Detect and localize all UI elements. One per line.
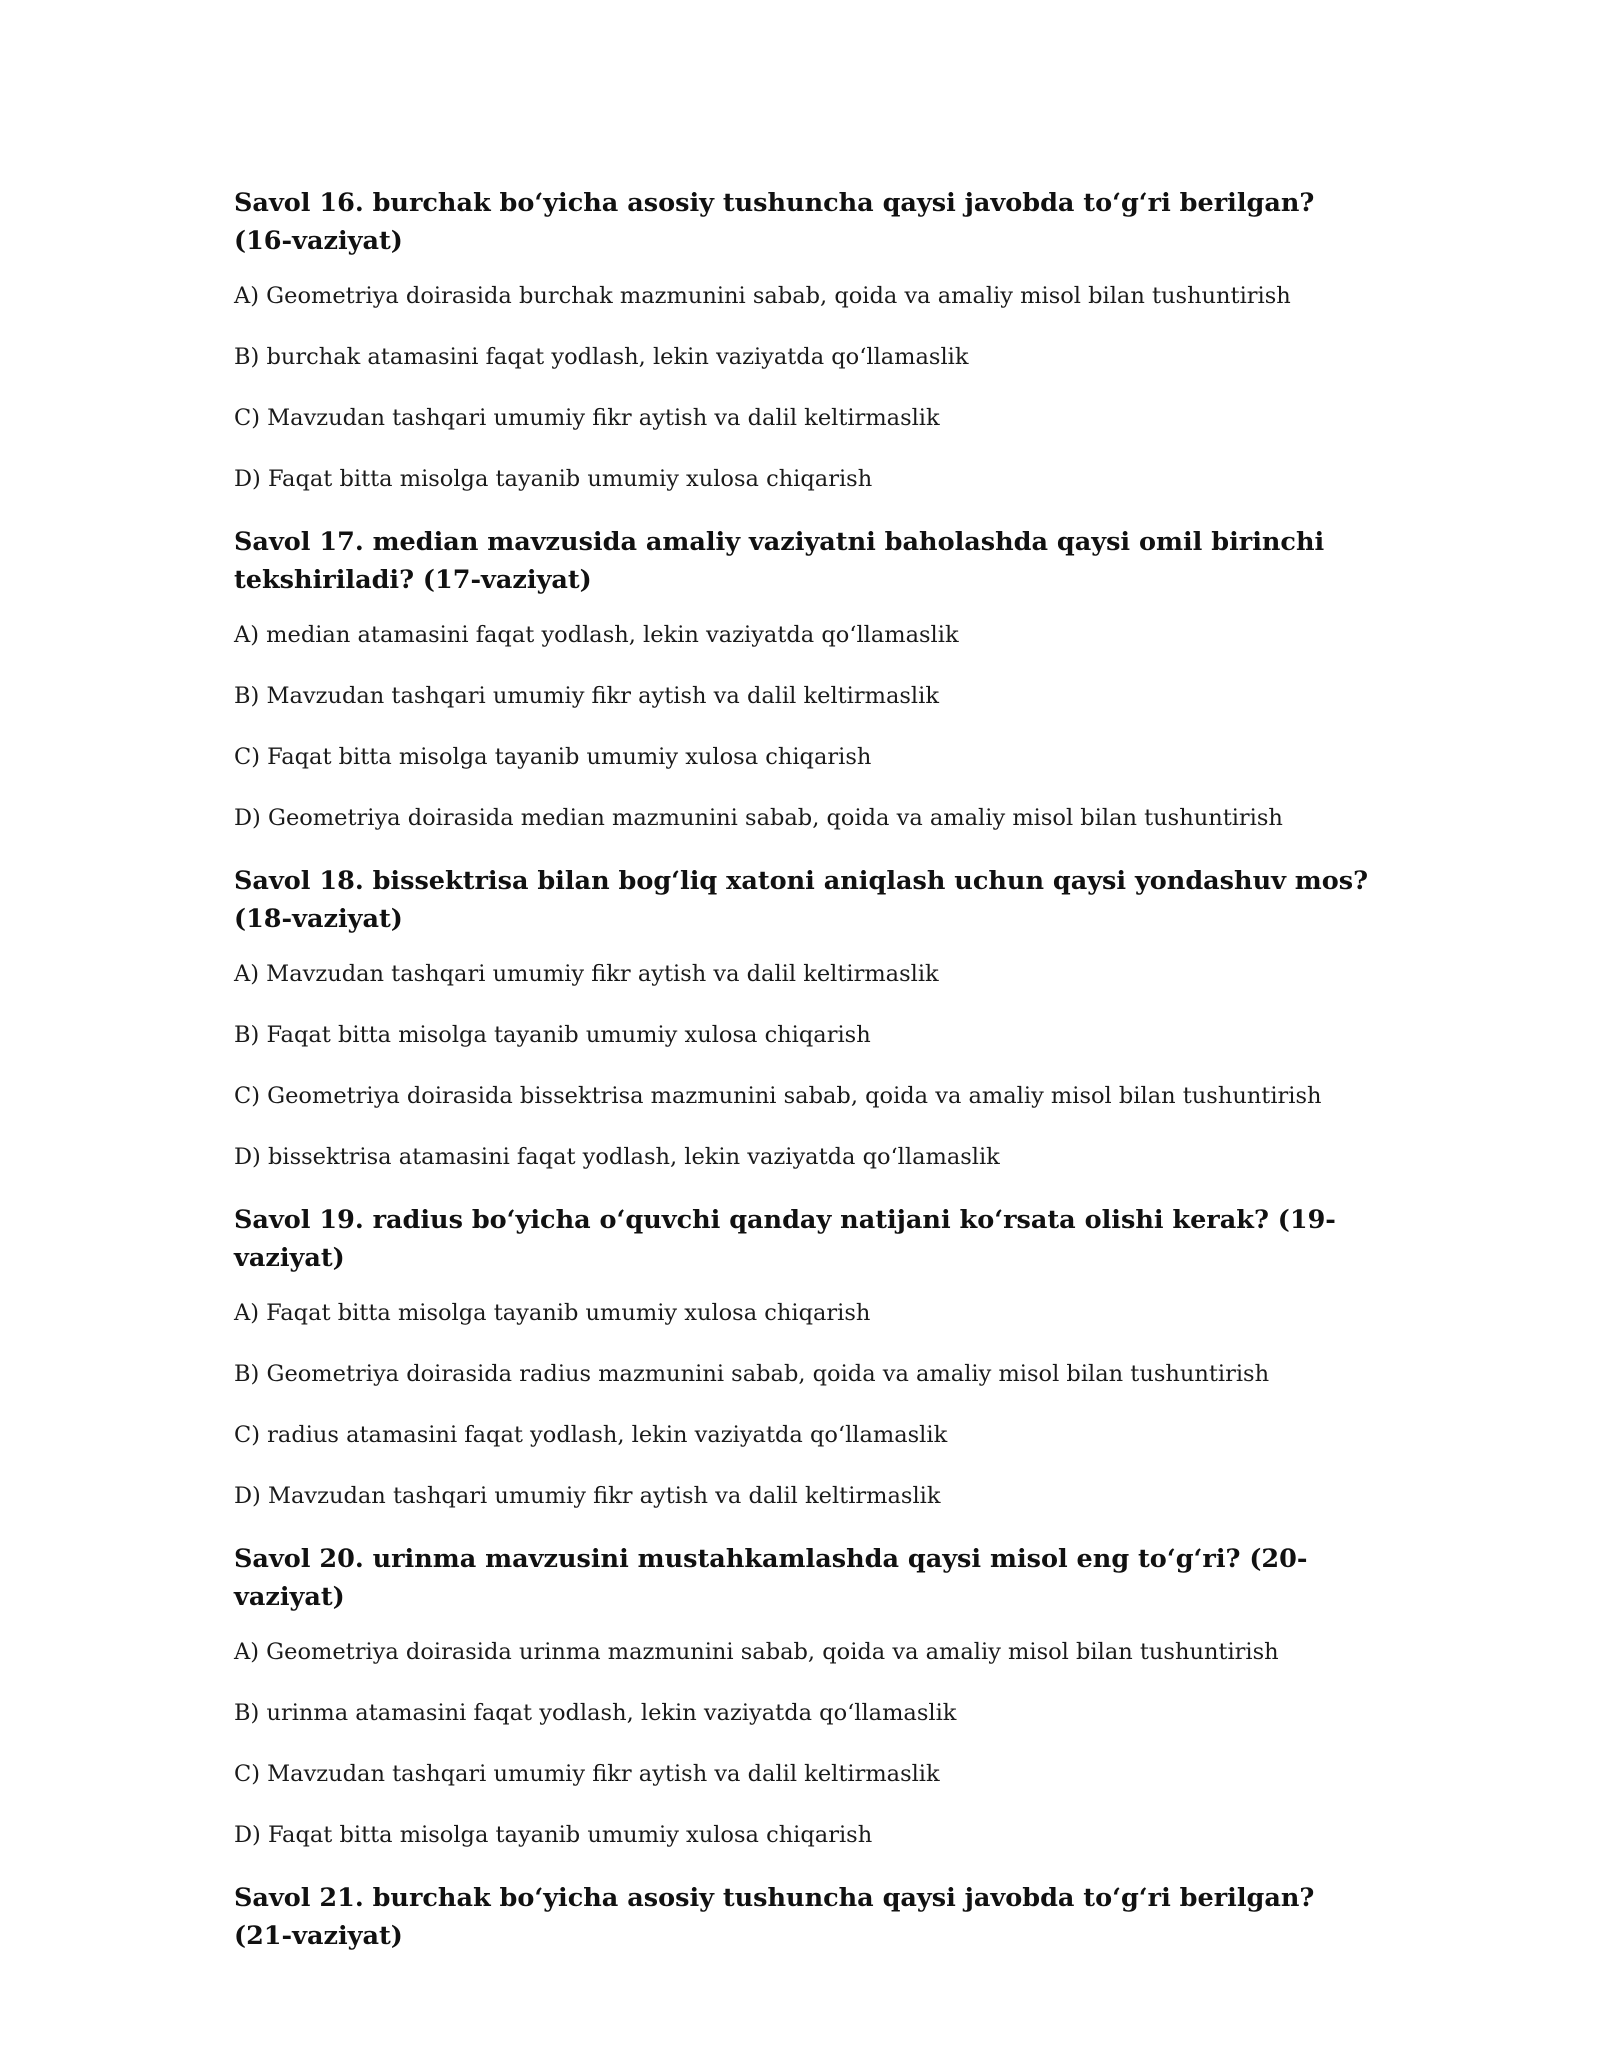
question-16 xyxy=(234,184,1374,494)
question-title: Savol 19. radius bo‘yicha o‘quvchi qanday natijani ko‘rsata olishi kerak? (19-vaziyat) xyxy=(234,1205,1336,1273)
answer-option-c: C) Faqat bitta misolga tayanib umumiy xulosa chiqarish xyxy=(234,744,872,770)
answer-option-b: B) urinma atamasini faqat yodlash, lekin vaziyatda qo‘llamaslik xyxy=(234,1700,957,1726)
answer-option-a: A) Mavzudan tashqari umumiy fikr aytish va dalil keltirmaslik xyxy=(234,961,939,987)
question-title: Savol 18. bissektrisa bilan bog‘liq xatoni aniqlash uchun qaysi yondashuv mos? (18-vaziyat) xyxy=(234,866,1369,934)
answer-option-a: A) Geometriya doirasida urinma mazmunini sabab, qoida va amaliy misol bilan tushuntirish xyxy=(234,1639,1279,1665)
answer-option-a: A) median atamasini faqat yodlash, lekin vaziyatda qo‘llamaslik xyxy=(234,622,959,648)
answer-option-d: D) Geometriya doirasida median mazmunini sabab, qoida va amaliy misol bilan tushuntirish xyxy=(234,805,1283,831)
answer-option-d: D) bissektrisa atamasini faqat yodlash, lekin vaziyatda qo‘llamaslik xyxy=(234,1144,1000,1170)
question-21 xyxy=(234,1879,1374,1955)
question-title: Savol 17. median mavzusida amaliy vaziyatni baholashda qaysi omil birinchi tekshiriladi? (17-vaziyat) xyxy=(234,527,1325,595)
question-title: Savol 21. burchak bo‘yicha asosiy tushuncha qaysi javobda to‘g‘ri berilgan? (21-vaziyat) xyxy=(234,1883,1315,1951)
answer-option-d: D) Faqat bitta misolga tayanib umumiy xulosa chiqarish xyxy=(234,1822,873,1848)
answer-option-d: D) Faqat bitta misolga tayanib umumiy xulosa chiqarish xyxy=(234,466,873,492)
answer-option-b: B) Mavzudan tashqari umumiy fikr aytish va dalil keltirmaslik xyxy=(234,683,939,709)
answer-option-b: B) burchak atamasini faqat yodlash, lekin vaziyatda qo‘llamaslik xyxy=(234,344,969,370)
answer-option-a: A) Faqat bitta misolga tayanib umumiy xulosa chiqarish xyxy=(234,1300,871,1326)
question-20 xyxy=(234,1540,1374,1850)
answer-option-b: B) Faqat bitta misolga tayanib umumiy xulosa chiqarish xyxy=(234,1022,871,1048)
answer-option-c: C) Mavzudan tashqari umumiy fikr aytish va dalil keltirmaslik xyxy=(234,405,940,431)
answer-option-c: C) Geometriya doirasida bissektrisa mazmunini sabab, qoida va amaliy misol bilan tushuntirish xyxy=(234,1083,1322,1109)
answer-option-c: C) radius atamasini faqat yodlash, lekin vaziyatda qo‘llamaslik xyxy=(234,1422,948,1448)
question-19 xyxy=(234,1201,1374,1511)
answer-option-b: B) Geometriya doirasida radius mazmunini sabab, qoida va amaliy misol bilan tushuntirish xyxy=(234,1361,1270,1387)
answer-option-c: C) Mavzudan tashqari umumiy fikr aytish va dalil keltirmaslik xyxy=(234,1761,940,1787)
question-title: Savol 20. urinma mavzusini mustahkamlashda qaysi misol eng to‘g‘ri? (20-vaziyat) xyxy=(234,1544,1308,1612)
question-18 xyxy=(234,862,1374,1172)
answer-option-a: A) Geometriya doirasida burchak mazmunini sabab, qoida va amaliy misol bilan tushuntirish xyxy=(234,283,1291,309)
answer-option-d: D) Mavzudan tashqari umumiy fikr aytish va dalil keltirmaslik xyxy=(234,1483,941,1509)
question-title: Savol 16. burchak bo‘yicha asosiy tushuncha qaysi javobda to‘g‘ri berilgan? (16-vaziyat) xyxy=(234,188,1315,256)
question-17 xyxy=(234,523,1374,833)
document-body xyxy=(234,184,1374,1976)
